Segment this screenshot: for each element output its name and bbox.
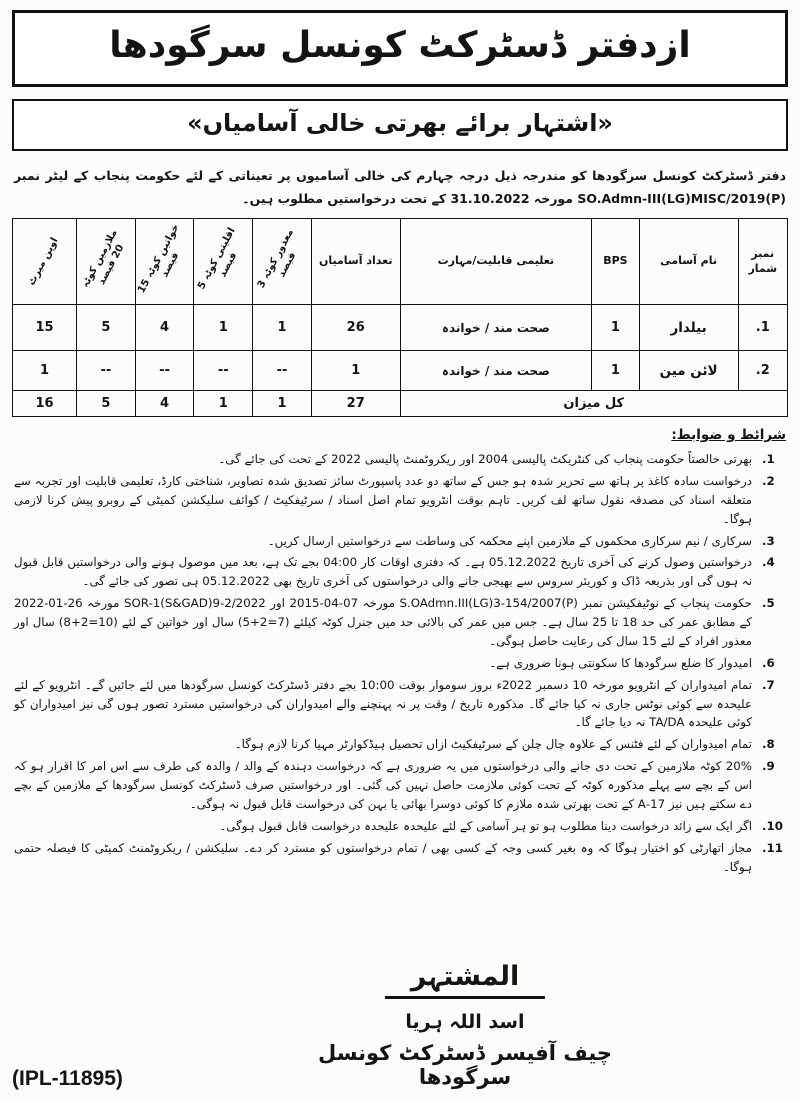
cell-open-merit-sum: 16 — [13, 391, 77, 417]
page-title: ازدفتر ڈسٹرکٹ کونسل سرگودھا — [109, 25, 691, 66]
column-header-total-posts — [311, 219, 400, 305]
term-number: .3 — [762, 533, 775, 548]
cell-open-merit: 1 — [13, 351, 77, 391]
cell-serial: .1 — [738, 305, 787, 351]
list-item — [14, 553, 786, 591]
column-header-label: اقلیتی کوٹہ 5 فیصد — [196, 225, 240, 291]
cell-women-quota: 4 — [135, 305, 194, 351]
column-header-label: نمبر شمار — [748, 247, 778, 275]
footer-area — [12, 943, 788, 1093]
cell-total-posts-sum: 27 — [311, 391, 400, 417]
cell-qualification: صحت مند / خواندہ — [400, 351, 592, 391]
cell-disabled-sum: 1 — [253, 391, 312, 417]
term-number: .7 — [762, 677, 775, 692]
ipl-reference-code: (IPL-11895) — [12, 1067, 123, 1090]
signatory-designation: چیف آفیسر ڈسٹرکٹ کونسل سرگودھا — [317, 1041, 613, 1089]
column-header-minority-quota — [194, 219, 253, 305]
list-item — [14, 532, 786, 551]
cell-post-name: لائن مین — [639, 351, 738, 391]
cell-employees-sum: 5 — [76, 391, 135, 417]
cell-total-posts: 1 — [311, 351, 400, 391]
list-item — [14, 654, 786, 673]
term-number: .8 — [762, 737, 775, 752]
column-header-label: تعلیمی قابلیت/مہارت — [437, 254, 555, 268]
term-text: 20% کوٹہ ملازمین کے تحت دی جانے والی درخواستوں میں یہ ضروری ہے کہ درخواست دہندہ کے والد / والدہ کی طرف سے اس امر کا اقرار ہو کہ اس کے بچے سے پہلے مذکورہ کوٹہ کے تحت کوئی ملازمت حاصل نہیں کی گئی۔ اور درخواستیں صرف ڈسٹرکٹ کونسل سرگودھا کے ملازمین کے بچے دے سکتے ہیں نیز 17-A کے تحت بھرتی شدہ ملازم کا کوئی دوسرا بھائی یا بہن کی درخواست قابل قبول نہ ہوگی۔ — [14, 759, 752, 811]
column-header-qualification — [400, 219, 592, 305]
signatory-name: اسد اللہ ہریا — [405, 1011, 525, 1033]
column-header-open-merit — [13, 219, 77, 305]
signature-block — [310, 961, 620, 1089]
intro-paragraph: دفتر ڈسٹرکٹ کونسل سرگودھا کو مندرجہ ذیل درجہ چہارم کی خالی آسامیوں پر تعیناتی کے لئے حکومت پنجاب کے لیٹر نمبر SO.Admn-III(LG)MISC/2019(P) مورخہ 31.10.2022 کے تحت درخواستیں مطلوب ہیں۔ — [14, 168, 786, 206]
cell-qualification: صحت مند / خواندہ — [400, 305, 592, 351]
cell-minority-quota: -- — [194, 351, 253, 391]
cell-minority-quota: 1 — [194, 305, 253, 351]
terms-heading: شرائط و ضوابط: — [671, 427, 786, 443]
term-text: تمام امیدواران کے لئے فٹنس کے علاوہ چال چلن کے سرٹیفکیٹ ازاں تحصیل ہیڈکوارٹر مہیا کرنا لازم ہوگا۔ — [234, 737, 752, 752]
term-number: .4 — [762, 555, 775, 570]
advert-subtitle: «اشتہار برائے بھرتی خالی آسامیاں» — [187, 109, 613, 137]
term-number: .5 — [762, 596, 775, 611]
signature-label: المشتہر — [385, 961, 546, 999]
column-header-women-quota — [135, 219, 194, 305]
table-header-row — [13, 219, 788, 305]
term-text: اگر ایک سے زائد درخواست دینا مطلوب ہو تو ہر آسامی کے لئے علیحدہ علیحدہ درخواست قابل قبول ہوگی۔ — [219, 818, 752, 833]
cell-employees-quota: 5 — [76, 305, 135, 351]
cell-total-posts: 26 — [311, 305, 400, 351]
column-header-label: معذور کوٹہ 3 فیصد — [255, 226, 298, 290]
list-item — [14, 676, 786, 733]
cell-bps: 1 — [592, 351, 639, 391]
header-title-box — [12, 10, 788, 87]
subtitle-box — [12, 99, 788, 151]
column-header-label: نام آسامی — [660, 254, 717, 268]
list-item — [14, 594, 786, 651]
term-text: درخواستیں وصول کرنے کی آخری تاریخ 05.12.2022 ہے۔ کہ دفتری اوقات کار 04:00 بجے تک ہے، بعد میں موصول ہونے والی درخواستیں قابل قبول نہ ہوں گی اور بذریعہ ڈاک و کوریئر سروس سے بھیجی جانے والی درخواستوں کی آخری تاریخ بھی 05.12.2022 ہی تصور کی جائے گی۔ — [14, 555, 753, 589]
term-number: .1 — [762, 452, 775, 466]
table-total-row — [13, 391, 788, 417]
term-number: .2 — [762, 473, 775, 488]
column-header-label: اوپن میرٹ — [26, 235, 61, 287]
list-item — [14, 817, 786, 836]
column-header-bps — [592, 219, 639, 305]
term-text: درخواست سادہ کاغذ پر ہاتھ سے تحریر شدہ ہو جس کے ساتھ دو عدد پاسپورٹ سائز تصدیق شدہ تصاویر، شناختی کارڈ، تعلیمی قابلیت اور تجربہ سے متعلقہ اسناد کی مصدقہ نقول ساتھ لف کریں۔ تاہم بوقت انٹرویو تمام اصل اسناد / سرٹیفکیٹ / کوائف سلیکشن کمیٹی کے روبرو پیش کرنا لازمی ہوگا۔ — [14, 473, 752, 526]
column-header-label: BPS — [603, 254, 628, 268]
cell-employees-quota: -- — [76, 351, 135, 391]
cell-open-merit: 15 — [13, 305, 77, 351]
terms-list — [14, 447, 786, 879]
list-item — [14, 735, 786, 754]
list-item — [14, 472, 786, 529]
cell-women-quota: -- — [135, 351, 194, 391]
cell-post-name: بیلدار — [639, 305, 738, 351]
table-row — [13, 305, 788, 351]
term-text: بھرتی خالصتاً حکومت پنجاب کی کنٹریکٹ پالیسی 2004 اور ریکروٹمنٹ پالیسی 2022 کے تحت کی جائے گی۔ — [218, 452, 752, 466]
term-number: .6 — [762, 655, 775, 670]
column-header-label: ملازمین کوٹہ 20 فیصد — [79, 227, 126, 290]
cell-serial: .2 — [738, 351, 787, 391]
cell-disabled-quota: -- — [253, 351, 312, 391]
cell-total-label: کل میزان — [400, 391, 787, 417]
cell-bps: 1 — [592, 305, 639, 351]
column-header-serial — [738, 219, 787, 305]
list-item — [14, 839, 786, 877]
term-number: .10 — [762, 818, 783, 833]
table-row — [13, 351, 788, 391]
column-header-label: خواتین کوٹہ 15 فیصد — [135, 221, 182, 295]
term-number: .11 — [762, 840, 783, 855]
term-number: .9 — [762, 759, 775, 774]
column-header-employees-quota — [76, 219, 135, 305]
column-header-post-name — [639, 219, 738, 305]
cell-women-sum: 4 — [135, 391, 194, 417]
column-header-label: تعداد آسامیاں — [318, 254, 393, 268]
term-text: امیدوار کا ضلع سرگودھا کا سکونتی ہونا ضروری ہے۔ — [489, 655, 752, 670]
cell-disabled-quota: 1 — [253, 305, 312, 351]
term-text: سرکاری / نیم سرکاری محکموں کے ملازمین اپنے محکمہ کی وساطت سے درخواستیں ارسال کریں۔ — [267, 533, 752, 548]
term-text: تمام امیدواران کے انٹرویو مورخہ 10 دسمبر 2022ء بروز سوموار بوقت 10:00 بجے دفتر ڈسٹرکٹ کونسل سرگودھا میں لئے جائیں گے۔ انٹرویو کے لئے علیحدہ سے کوئی نوٹس جاری نہ کیا جائے گا۔ مذکورہ تاریخ / وقت پر نہ پہنچنے والے امیدواران کی درخواستیں مسترد تصور ہوں گی نیز امیدواران کو کوئی علیحدہ TA/DA نہ دیا جائے گا۔ — [14, 677, 753, 730]
column-header-disabled-quota — [253, 219, 312, 305]
vacancies-table — [12, 218, 788, 417]
list-item — [14, 450, 786, 469]
term-text: حکومت پنجاب کے نوٹیفکیشن نمبر S.OAdmn.III(LG)3-154/2007(P) مورخہ 07-04-2015 اور SOR-1(S&GAD)9-2/2022 مورخہ 26-01-2022 کے مطابق عمر کی حد 18 تا 25 سال ہے۔ جس میں عمر کی بالائی حد میں جنرل کوٹہ کیلئے (7=2+5) سال اور خواتین کے لئے (10=2+8) سال اور معذور افراد کے لئے 15 سال کی رعایت حاصل ہوگی۔ — [14, 596, 753, 648]
term-text: مجاز اتھارٹی کو اختیار ہوگا کہ وہ بغیر کسی وجہ کے کسی بھی / تمام درخواستوں کو مسترد کر دے۔ سلیکشن / ریکروٹمنٹ کمیٹی کا فیصلہ حتمی ہوگا۔ — [14, 840, 752, 874]
cell-minority-sum: 1 — [194, 391, 253, 417]
list-item — [14, 757, 786, 814]
